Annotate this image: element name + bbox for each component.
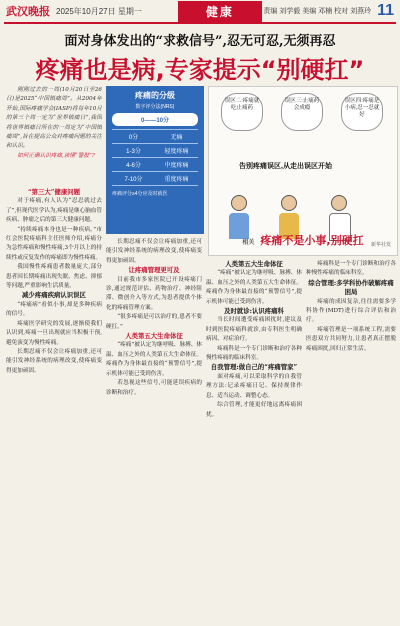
page-number: 11 (377, 2, 394, 19)
level-cell: 重度疼痛 (164, 177, 189, 183)
section-label: 健康 (178, 1, 262, 22)
pain-scale-table (112, 129, 198, 186)
paragraph: 疼痛医学研究的发展,逐渐使我们认识到,疼痛一旦出现就应当积极干预,避免演变为慢性疼痛。 (6, 320, 102, 346)
level-cell: 无痛 (170, 135, 183, 141)
level-cell: 轻度疼痛 (164, 149, 189, 155)
lead-question: 如何正确认识疼痛,读懂“警报”? (17, 152, 95, 159)
lead-paragraph: 刚刚过去的一周(10月20日至26日)是2025“中国镇痛周”。从2004年开始,国际疼痛学会(IASP)将每年10月的第三个周一定为“世界镇痛日”,我国将世界镇痛日所在的一周定为“中国镇痛周”,旨在提高公众对疼痛问题的关注和认识。 (6, 87, 102, 150)
related-title: 疼痛不是小事,别硬扛 (260, 234, 364, 247)
article-headline: 疼痛也是病,专家提示“别硬扛” (35, 56, 365, 84)
paragraph: 当长时间遭受疼痛困扰时,建议及时到医院疼痛科就诊,由专科医生明确病因、对症治疗。 (206, 317, 302, 343)
column-1 (6, 188, 102, 620)
table-row (112, 158, 198, 172)
paragraph: “很多疼痛是可以治疗的,患者不要硬扛。” (106, 314, 202, 330)
paragraph: 面对疼痛,可以采取科学的自我管理方法:记录疼痛日记、保持规律作息、适当运动、调整心态。 (206, 373, 302, 399)
cartoon-caption: 告别疼痛误区,从走出误区开始 (239, 163, 332, 170)
paragraph: “疼痛病”看似小事,却是多种疾病的信号。 (6, 301, 102, 318)
paragraph: 综合管理,才能更好地远离疼痛困扰。 (206, 402, 302, 418)
paragraph: 疼痛的成因复杂,往往需要多学科协作(MDT)进行综合评估和治疗。 (306, 298, 396, 324)
editor-credits: 责编 刘学毅 美编 邓楠 校对 刘燕玲 (263, 8, 372, 15)
related-heading (210, 232, 396, 248)
pain-scale-infographic (106, 86, 204, 234)
section-heading: 综合管理:多学科协作破解疼痛困局 (308, 278, 394, 297)
speech-bubble: 误区三:止痛药会成瘾 (281, 93, 323, 131)
infographic-title: 疼痛的分级 (135, 91, 175, 100)
paragraph: 目前我市多家医院已开设疼痛门诊,通过规范评估、药物治疗、神经阻滞、微创介入等方式,为患者提供个体化的疼痛管理方案。 (106, 276, 202, 311)
issue-date: 2025年10月27日 星期一 (56, 6, 142, 16)
table-row (112, 144, 198, 158)
section-heading: 减少疼痛疾病认识误区 (22, 291, 86, 300)
paragraph: 长期忍痛不仅会让疼痛加重,还可能引发神经系统的病理改变,使疼痛变得更加顽固。 (6, 348, 102, 374)
level-cell: 中度疼痛 (164, 163, 189, 169)
related-tag: 相关 (242, 239, 255, 246)
score-cell: 4-6分 (126, 163, 141, 169)
header-rule (4, 22, 396, 24)
speech-bubble: 误区四:疼痛是小病,忍一忍就好 (341, 93, 383, 131)
score-range-pill: 0——10分 (112, 113, 198, 126)
image-credit: 新华社发 (370, 242, 391, 248)
section-heading: 自我管理:做自己的“疼痛管家” (210, 363, 298, 372)
article-lead (6, 86, 102, 182)
paragraph: 对于疼痛,有人认为“忍忍就过去了”,但现代医学认为,疼痛是继心脑血管疾病、肿瘤之后的第三大健康问题。 (6, 198, 102, 224)
score-cell: 1-3分 (126, 149, 141, 155)
table-row (112, 130, 198, 144)
infographic-footnote: 疼痛评分≥4分应及时就医 (112, 191, 168, 197)
paragraph: “疼痛”被认定为继呼吸、脉搏、体温、血压之外的人类第五大生命体征。疼痛作为身体最直接的“预警信号”,提示机体可能已受到伤害。 (106, 342, 202, 377)
page-header (0, 0, 400, 22)
paragraph: 疼痛科是一个专门诊断和治疗各种慢性疼痛的临床科室。 (206, 345, 302, 362)
article-subhead: 面对身体发出的“求救信号”,忍无可忍,无须再忍 (64, 34, 336, 49)
paragraph: 若忽视这些信号,可能延误疾病的诊断和治疗。 (106, 380, 202, 396)
column-2 (106, 238, 202, 620)
column-3 (206, 260, 302, 620)
section-heading: “第三大”健康问题 (27, 188, 81, 196)
paragraph: 长期忍痛不仅会让疼痛加重,还可能引发神经系统的病理改变,使疼痛变得更加顽固。 (106, 239, 202, 264)
section-heading: 人类第五大生命体征 (125, 332, 183, 341)
cartoon-illustration (208, 86, 398, 256)
paragraph: “疼痛”被认定为继呼吸、脉搏、体温、血压之外的人类第五大生命体征。疼痛作为身体最直接的“预警信号”,提示机体可能已受到伤害。 (206, 270, 302, 305)
speech-bubble: 误区二:疼痛就吃止痛药 (221, 93, 263, 131)
paragraph: 我国慢性疼痛患者数量庞大,部分患者因长期疼痛出现失眠、焦虑、抑郁等问题,严重影响生活质量。 (6, 264, 102, 290)
paragraph: “持续疼痛本身也是一种疾病。”市红会医院疼痛科主任医师介绍,疼痛分为急性疼痛和慢性疼痛,3个月以上的持续性或反复发作的疼痛即为慢性疼痛。 (6, 226, 102, 261)
table-row (112, 172, 198, 186)
column-4 (306, 260, 396, 620)
paragraph: 疼痛科是一个专门诊断和治疗各种慢性疼痛的临床科室。 (306, 261, 396, 277)
masthead: 武汉晚报 (6, 6, 50, 18)
paragraph: 疼痛管理是一项系统工程,需要医患双方共同努力,让患者真正摆脱疼痛困扰,回归正常生活。 (306, 326, 396, 352)
score-cell: 7-10分 (124, 177, 143, 183)
section-heading: 让疼痛管理更可及 (128, 266, 180, 275)
score-cell: 0分 (128, 135, 139, 141)
section-heading: 人类第五大生命体征 (225, 260, 283, 268)
section-heading: 及时就诊:认识疼痛科 (224, 307, 284, 316)
infographic-subtitle: 数字评分法(NRS) (135, 104, 175, 110)
